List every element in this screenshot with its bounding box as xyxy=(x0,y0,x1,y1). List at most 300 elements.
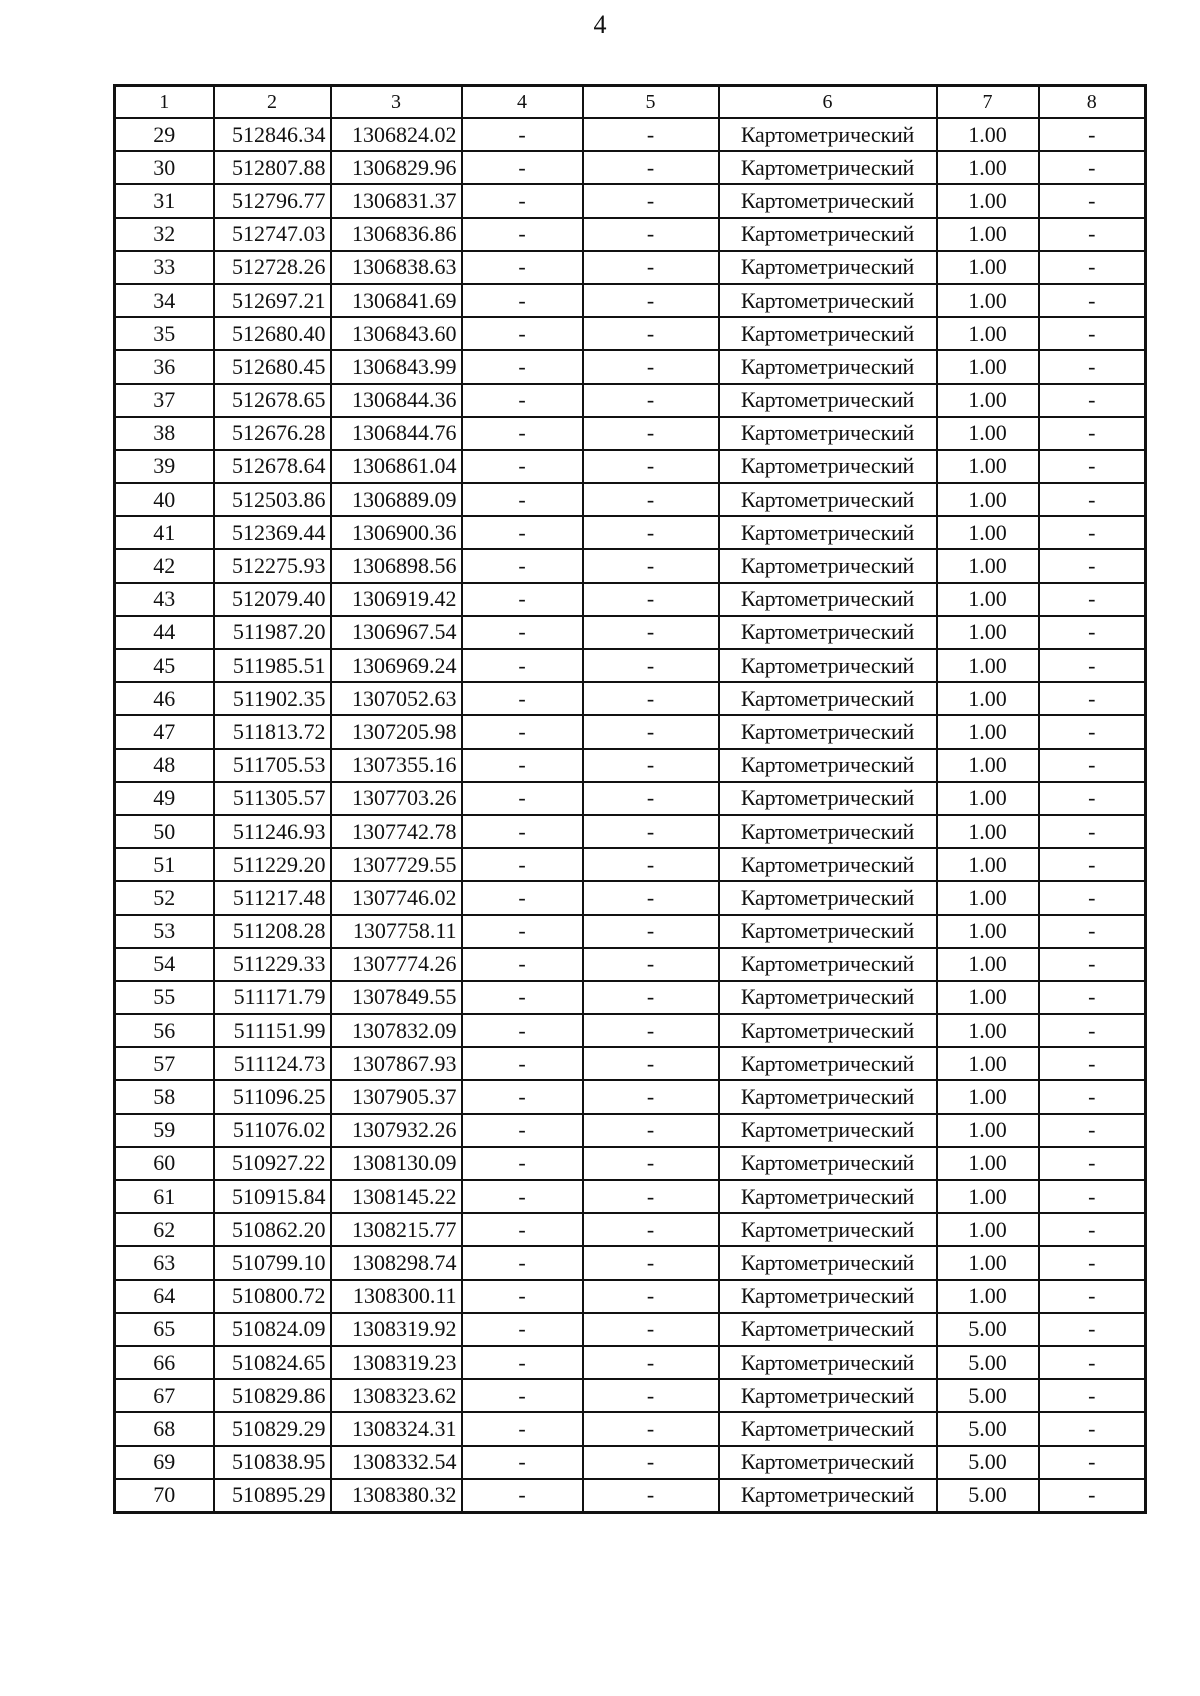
column-4-cell: - xyxy=(462,317,583,350)
method-cell: Картометрический xyxy=(719,1313,937,1346)
column-8-cell: - xyxy=(1039,1047,1146,1080)
method-cell: Картометрический xyxy=(719,516,937,549)
method-cell: Картометрический xyxy=(719,1446,937,1479)
y-coordinate-cell: 1307052.63 xyxy=(331,682,462,715)
column-5-cell: - xyxy=(583,715,719,748)
column-header-1: 1 xyxy=(115,86,214,119)
method-cell: Картометрический xyxy=(719,1379,937,1412)
column-4-cell: - xyxy=(462,682,583,715)
table-row xyxy=(115,317,1146,350)
y-coordinate-cell: 1308332.54 xyxy=(331,1446,462,1479)
y-coordinate-cell: 1306919.42 xyxy=(331,583,462,616)
column-header-7: 7 xyxy=(937,86,1039,119)
y-coordinate-cell: 1307742.78 xyxy=(331,815,462,848)
column-8-cell: - xyxy=(1039,1346,1146,1379)
accuracy-cell: 5.00 xyxy=(937,1479,1039,1513)
column-5-cell: - xyxy=(583,682,719,715)
accuracy-cell: 1.00 xyxy=(937,583,1039,616)
table-row xyxy=(115,1114,1146,1147)
point-number-cell: 33 xyxy=(115,251,214,284)
table-row xyxy=(115,1379,1146,1412)
accuracy-cell: 1.00 xyxy=(937,981,1039,1014)
column-5-cell: - xyxy=(583,981,719,1014)
y-coordinate-cell: 1307832.09 xyxy=(331,1014,462,1047)
column-4-cell: - xyxy=(462,815,583,848)
column-4-cell: - xyxy=(462,384,583,417)
x-coordinate-cell: 512680.45 xyxy=(214,350,331,383)
point-number-cell: 69 xyxy=(115,1446,214,1479)
point-number-cell: 38 xyxy=(115,417,214,450)
column-5-cell: - xyxy=(583,483,719,516)
method-cell: Картометрический xyxy=(719,915,937,948)
method-cell: Картометрический xyxy=(719,715,937,748)
y-coordinate-cell: 1306841.69 xyxy=(331,284,462,317)
point-number-cell: 62 xyxy=(115,1213,214,1246)
method-cell: Картометрический xyxy=(719,184,937,217)
column-5-cell: - xyxy=(583,350,719,383)
y-coordinate-cell: 1306836.86 xyxy=(331,218,462,251)
coordinates-table xyxy=(113,84,1147,1514)
y-coordinate-cell: 1307867.93 xyxy=(331,1047,462,1080)
column-4-cell: - xyxy=(462,516,583,549)
column-8-cell: - xyxy=(1039,1147,1146,1180)
accuracy-cell: 1.00 xyxy=(937,649,1039,682)
column-4-cell: - xyxy=(462,284,583,317)
column-4-cell: - xyxy=(462,881,583,914)
accuracy-cell: 1.00 xyxy=(937,483,1039,516)
y-coordinate-cell: 1307932.26 xyxy=(331,1114,462,1147)
table-row xyxy=(115,749,1146,782)
accuracy-cell: 5.00 xyxy=(937,1313,1039,1346)
table-row xyxy=(115,1412,1146,1445)
column-8-cell: - xyxy=(1039,450,1146,483)
table-row xyxy=(115,948,1146,981)
y-coordinate-cell: 1306843.99 xyxy=(331,350,462,383)
point-number-cell: 59 xyxy=(115,1114,214,1147)
table-row xyxy=(115,251,1146,284)
method-cell: Картометрический xyxy=(719,583,937,616)
y-coordinate-cell: 1308319.23 xyxy=(331,1346,462,1379)
y-coordinate-cell: 1308215.77 xyxy=(331,1213,462,1246)
accuracy-cell: 1.00 xyxy=(937,1280,1039,1313)
page-number: 4 xyxy=(593,10,607,39)
table-row xyxy=(115,1080,1146,1113)
method-cell: Картометрический xyxy=(719,1412,937,1445)
column-8-cell: - xyxy=(1039,1446,1146,1479)
accuracy-cell: 1.00 xyxy=(937,284,1039,317)
column-5-cell: - xyxy=(583,151,719,184)
x-coordinate-cell: 510829.29 xyxy=(214,1412,331,1445)
method-cell: Картометрический xyxy=(719,1180,937,1213)
table-row xyxy=(115,1346,1146,1379)
x-coordinate-cell: 511229.20 xyxy=(214,848,331,881)
x-coordinate-cell: 511151.99 xyxy=(214,1014,331,1047)
x-coordinate-cell: 510800.72 xyxy=(214,1280,331,1313)
column-4-cell: - xyxy=(462,616,583,649)
table-row xyxy=(115,483,1146,516)
table-row xyxy=(115,915,1146,948)
accuracy-cell: 1.00 xyxy=(937,1147,1039,1180)
table-row xyxy=(115,1147,1146,1180)
method-cell: Картометрический xyxy=(719,450,937,483)
header-row xyxy=(115,86,1146,119)
column-5-cell: - xyxy=(583,848,719,881)
accuracy-cell: 1.00 xyxy=(937,1014,1039,1047)
column-5-cell: - xyxy=(583,218,719,251)
table-row xyxy=(115,350,1146,383)
y-coordinate-cell: 1306969.24 xyxy=(331,649,462,682)
method-cell: Картометрический xyxy=(719,749,937,782)
accuracy-cell: 1.00 xyxy=(937,1047,1039,1080)
method-cell: Картометрический xyxy=(719,1147,937,1180)
accuracy-cell: 1.00 xyxy=(937,782,1039,815)
accuracy-cell: 1.00 xyxy=(937,881,1039,914)
method-cell: Картометрический xyxy=(719,649,937,682)
column-8-cell: - xyxy=(1039,981,1146,1014)
y-coordinate-cell: 1307703.26 xyxy=(331,782,462,815)
method-cell: Картометрический xyxy=(719,682,937,715)
x-coordinate-cell: 510915.84 xyxy=(214,1180,331,1213)
column-8-cell: - xyxy=(1039,848,1146,881)
x-coordinate-cell: 510824.65 xyxy=(214,1346,331,1379)
x-coordinate-cell: 510824.09 xyxy=(214,1313,331,1346)
table-row xyxy=(115,450,1146,483)
method-cell: Картометрический xyxy=(719,1014,937,1047)
y-coordinate-cell: 1307205.98 xyxy=(331,715,462,748)
column-5-cell: - xyxy=(583,881,719,914)
column-4-cell: - xyxy=(462,1246,583,1279)
table-row xyxy=(115,1246,1146,1279)
x-coordinate-cell: 511985.51 xyxy=(214,649,331,682)
column-4-cell: - xyxy=(462,848,583,881)
column-5-cell: - xyxy=(583,1346,719,1379)
point-number-cell: 35 xyxy=(115,317,214,350)
x-coordinate-cell: 512079.40 xyxy=(214,583,331,616)
x-coordinate-cell: 512846.34 xyxy=(214,118,331,151)
point-number-cell: 34 xyxy=(115,284,214,317)
x-coordinate-cell: 510829.86 xyxy=(214,1379,331,1412)
column-8-cell: - xyxy=(1039,1213,1146,1246)
column-8-cell: - xyxy=(1039,815,1146,848)
accuracy-cell: 1.00 xyxy=(937,549,1039,582)
column-5-cell: - xyxy=(583,815,719,848)
method-cell: Картометрический xyxy=(719,350,937,383)
column-5-cell: - xyxy=(583,1147,719,1180)
column-header-4: 4 xyxy=(462,86,583,119)
accuracy-cell: 1.00 xyxy=(937,682,1039,715)
column-8-cell: - xyxy=(1039,317,1146,350)
column-5-cell: - xyxy=(583,284,719,317)
column-4-cell: - xyxy=(462,715,583,748)
column-4-cell: - xyxy=(462,649,583,682)
x-coordinate-cell: 511987.20 xyxy=(214,616,331,649)
y-coordinate-cell: 1308145.22 xyxy=(331,1180,462,1213)
column-5-cell: - xyxy=(583,915,719,948)
method-cell: Картометрический xyxy=(719,1280,937,1313)
column-8-cell: - xyxy=(1039,1180,1146,1213)
column-4-cell: - xyxy=(462,184,583,217)
x-coordinate-cell: 512676.28 xyxy=(214,417,331,450)
column-8-cell: - xyxy=(1039,583,1146,616)
method-cell: Картометрический xyxy=(719,1246,937,1279)
method-cell: Картометрический xyxy=(719,218,937,251)
x-coordinate-cell: 512807.88 xyxy=(214,151,331,184)
y-coordinate-cell: 1308324.31 xyxy=(331,1412,462,1445)
column-4-cell: - xyxy=(462,350,583,383)
point-number-cell: 53 xyxy=(115,915,214,948)
column-4-cell: - xyxy=(462,1213,583,1246)
point-number-cell: 55 xyxy=(115,981,214,1014)
column-5-cell: - xyxy=(583,1479,719,1513)
column-8-cell: - xyxy=(1039,1313,1146,1346)
y-coordinate-cell: 1308130.09 xyxy=(331,1147,462,1180)
table-row xyxy=(115,384,1146,417)
column-8-cell: - xyxy=(1039,483,1146,516)
x-coordinate-cell: 511705.53 xyxy=(214,749,331,782)
column-5-cell: - xyxy=(583,649,719,682)
column-4-cell: - xyxy=(462,1047,583,1080)
method-cell: Картометрический xyxy=(719,848,937,881)
column-5-cell: - xyxy=(583,549,719,582)
accuracy-cell: 1.00 xyxy=(937,384,1039,417)
column-header-8: 8 xyxy=(1039,86,1146,119)
y-coordinate-cell: 1306889.09 xyxy=(331,483,462,516)
method-cell: Картометрический xyxy=(719,483,937,516)
x-coordinate-cell: 512680.40 xyxy=(214,317,331,350)
column-8-cell: - xyxy=(1039,1280,1146,1313)
table-row xyxy=(115,1180,1146,1213)
column-8-cell: - xyxy=(1039,616,1146,649)
column-4-cell: - xyxy=(462,981,583,1014)
x-coordinate-cell: 511208.28 xyxy=(214,915,331,948)
column-8-cell: - xyxy=(1039,682,1146,715)
table-row xyxy=(115,649,1146,682)
method-cell: Картометрический xyxy=(719,1047,937,1080)
x-coordinate-cell: 511171.79 xyxy=(214,981,331,1014)
column-8-cell: - xyxy=(1039,218,1146,251)
column-8-cell: - xyxy=(1039,1114,1146,1147)
x-coordinate-cell: 511902.35 xyxy=(214,682,331,715)
column-5-cell: - xyxy=(583,1014,719,1047)
method-cell: Картометрический xyxy=(719,1080,937,1113)
point-number-cell: 60 xyxy=(115,1147,214,1180)
column-8-cell: - xyxy=(1039,516,1146,549)
column-4-cell: - xyxy=(462,417,583,450)
method-cell: Картометрический xyxy=(719,1213,937,1246)
method-cell: Картометрический xyxy=(719,417,937,450)
column-8-cell: - xyxy=(1039,948,1146,981)
y-coordinate-cell: 1307729.55 xyxy=(331,848,462,881)
column-4-cell: - xyxy=(462,1114,583,1147)
x-coordinate-cell: 511076.02 xyxy=(214,1114,331,1147)
y-coordinate-cell: 1306824.02 xyxy=(331,118,462,151)
column-8-cell: - xyxy=(1039,1080,1146,1113)
column-4-cell: - xyxy=(462,251,583,284)
accuracy-cell: 1.00 xyxy=(937,350,1039,383)
column-4-cell: - xyxy=(462,450,583,483)
column-5-cell: - xyxy=(583,616,719,649)
column-4-cell: - xyxy=(462,1379,583,1412)
table-row xyxy=(115,1280,1146,1313)
point-number-cell: 49 xyxy=(115,782,214,815)
accuracy-cell: 1.00 xyxy=(937,815,1039,848)
table-row xyxy=(115,715,1146,748)
accuracy-cell: 1.00 xyxy=(937,251,1039,284)
column-4-cell: - xyxy=(462,1014,583,1047)
y-coordinate-cell: 1307746.02 xyxy=(331,881,462,914)
column-8-cell: - xyxy=(1039,384,1146,417)
column-5-cell: - xyxy=(583,1047,719,1080)
method-cell: Картометрический xyxy=(719,1479,937,1513)
point-number-cell: 41 xyxy=(115,516,214,549)
table-row xyxy=(115,118,1146,151)
point-number-cell: 43 xyxy=(115,583,214,616)
column-8-cell: - xyxy=(1039,1479,1146,1513)
accuracy-cell: 1.00 xyxy=(937,317,1039,350)
column-4-cell: - xyxy=(462,948,583,981)
column-5-cell: - xyxy=(583,417,719,450)
point-number-cell: 54 xyxy=(115,948,214,981)
point-number-cell: 40 xyxy=(115,483,214,516)
point-number-cell: 31 xyxy=(115,184,214,217)
column-4-cell: - xyxy=(462,583,583,616)
method-cell: Картометрический xyxy=(719,616,937,649)
accuracy-cell: 1.00 xyxy=(937,516,1039,549)
point-number-cell: 52 xyxy=(115,881,214,914)
point-number-cell: 45 xyxy=(115,649,214,682)
table-row xyxy=(115,1014,1146,1047)
method-cell: Картометрический xyxy=(719,317,937,350)
point-number-cell: 48 xyxy=(115,749,214,782)
accuracy-cell: 1.00 xyxy=(937,749,1039,782)
column-5-cell: - xyxy=(583,749,719,782)
table-row xyxy=(115,417,1146,450)
point-number-cell: 68 xyxy=(115,1412,214,1445)
column-header-5: 5 xyxy=(583,86,719,119)
point-number-cell: 56 xyxy=(115,1014,214,1047)
point-number-cell: 57 xyxy=(115,1047,214,1080)
column-4-cell: - xyxy=(462,749,583,782)
column-5-cell: - xyxy=(583,516,719,549)
accuracy-cell: 1.00 xyxy=(937,948,1039,981)
column-4-cell: - xyxy=(462,151,583,184)
table-row xyxy=(115,981,1146,1014)
y-coordinate-cell: 1307774.26 xyxy=(331,948,462,981)
table-row xyxy=(115,1047,1146,1080)
method-cell: Картометрический xyxy=(719,251,937,284)
y-coordinate-cell: 1307355.16 xyxy=(331,749,462,782)
point-number-cell: 70 xyxy=(115,1479,214,1513)
column-4-cell: - xyxy=(462,1080,583,1113)
x-coordinate-cell: 511124.73 xyxy=(214,1047,331,1080)
column-4-cell: - xyxy=(462,218,583,251)
column-5-cell: - xyxy=(583,583,719,616)
column-8-cell: - xyxy=(1039,549,1146,582)
accuracy-cell: 5.00 xyxy=(937,1346,1039,1379)
column-8-cell: - xyxy=(1039,251,1146,284)
accuracy-cell: 1.00 xyxy=(937,1180,1039,1213)
point-number-cell: 51 xyxy=(115,848,214,881)
column-4-cell: - xyxy=(462,1446,583,1479)
accuracy-cell: 1.00 xyxy=(937,1080,1039,1113)
column-5-cell: - xyxy=(583,1213,719,1246)
point-number-cell: 67 xyxy=(115,1379,214,1412)
method-cell: Картометрический xyxy=(719,151,937,184)
accuracy-cell: 1.00 xyxy=(937,616,1039,649)
y-coordinate-cell: 1307849.55 xyxy=(331,981,462,1014)
y-coordinate-cell: 1306844.76 xyxy=(331,417,462,450)
column-4-cell: - xyxy=(462,782,583,815)
column-5-cell: - xyxy=(583,1280,719,1313)
column-5-cell: - xyxy=(583,1379,719,1412)
x-coordinate-cell: 510927.22 xyxy=(214,1147,331,1180)
table-body xyxy=(115,118,1146,1512)
point-number-cell: 61 xyxy=(115,1180,214,1213)
column-4-cell: - xyxy=(462,549,583,582)
table-row xyxy=(115,151,1146,184)
table-row xyxy=(115,1213,1146,1246)
point-number-cell: 42 xyxy=(115,549,214,582)
x-coordinate-cell: 510862.20 xyxy=(214,1213,331,1246)
y-coordinate-cell: 1306900.36 xyxy=(331,516,462,549)
x-coordinate-cell: 512369.44 xyxy=(214,516,331,549)
y-coordinate-cell: 1306843.60 xyxy=(331,317,462,350)
column-4-cell: - xyxy=(462,1479,583,1513)
point-number-cell: 64 xyxy=(115,1280,214,1313)
column-8-cell: - xyxy=(1039,1014,1146,1047)
table-row xyxy=(115,782,1146,815)
column-4-cell: - xyxy=(462,118,583,151)
column-5-cell: - xyxy=(583,782,719,815)
x-coordinate-cell: 512728.26 xyxy=(214,251,331,284)
column-5-cell: - xyxy=(583,1180,719,1213)
column-4-cell: - xyxy=(462,1346,583,1379)
y-coordinate-cell: 1306844.36 xyxy=(331,384,462,417)
column-8-cell: - xyxy=(1039,715,1146,748)
method-cell: Картометрический xyxy=(719,981,937,1014)
x-coordinate-cell: 512697.21 xyxy=(214,284,331,317)
table-row xyxy=(115,815,1146,848)
column-4-cell: - xyxy=(462,1412,583,1445)
table-row xyxy=(115,616,1146,649)
table-row xyxy=(115,516,1146,549)
point-number-cell: 32 xyxy=(115,218,214,251)
accuracy-cell: 1.00 xyxy=(937,848,1039,881)
accuracy-cell: 1.00 xyxy=(937,1114,1039,1147)
column-4-cell: - xyxy=(462,1280,583,1313)
column-5-cell: - xyxy=(583,251,719,284)
column-5-cell: - xyxy=(583,1246,719,1279)
accuracy-cell: 1.00 xyxy=(937,417,1039,450)
y-coordinate-cell: 1306967.54 xyxy=(331,616,462,649)
column-5-cell: - xyxy=(583,1446,719,1479)
column-8-cell: - xyxy=(1039,350,1146,383)
column-8-cell: - xyxy=(1039,915,1146,948)
method-cell: Картометрический xyxy=(719,881,937,914)
accuracy-cell: 5.00 xyxy=(937,1446,1039,1479)
accuracy-cell: 1.00 xyxy=(937,184,1039,217)
point-number-cell: 63 xyxy=(115,1246,214,1279)
y-coordinate-cell: 1307905.37 xyxy=(331,1080,462,1113)
x-coordinate-cell: 511217.48 xyxy=(214,881,331,914)
y-coordinate-cell: 1308323.62 xyxy=(331,1379,462,1412)
table-row xyxy=(115,184,1146,217)
column-header-6: 6 xyxy=(719,86,937,119)
y-coordinate-cell: 1308300.11 xyxy=(331,1280,462,1313)
point-number-cell: 39 xyxy=(115,450,214,483)
column-8-cell: - xyxy=(1039,118,1146,151)
x-coordinate-cell: 512678.65 xyxy=(214,384,331,417)
